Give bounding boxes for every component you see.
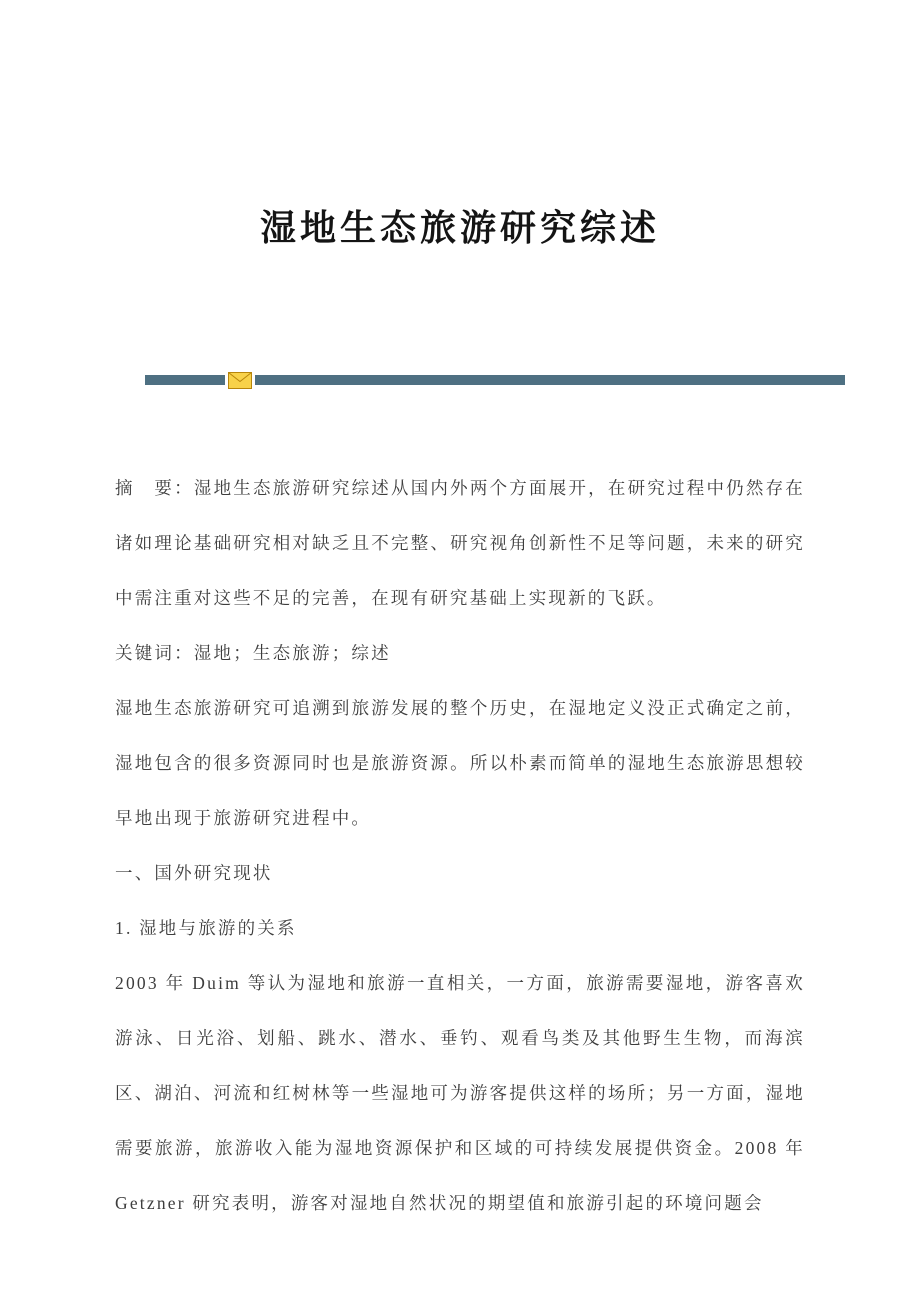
divider-bar-left: [145, 375, 225, 385]
section-heading-foreign-research: 一、国外研究现状: [115, 863, 273, 883]
divider-bar-right: [255, 375, 845, 385]
paragraph-abstract: 摘 要：湿地生态旅游研究综述从国内外两个方面展开，在研究过程中仍然存在诸如理论基础研究相对缺乏且不完整、研究视角创新性不足等问题，未来的研究中需注重对这些不足的完善，在现有研究基础上实现新的飞跃。: [115, 478, 805, 608]
envelope-icon: [228, 372, 252, 389]
document-title: 湿地生态旅游研究综述: [259, 208, 660, 248]
section-divider: [145, 371, 845, 389]
paragraph-keywords: 关键词：湿地；生态旅游；综述: [115, 643, 391, 663]
paragraph-intro: 湿地生态旅游研究可追溯到旅游发展的整个历史，在湿地定义没正式确定之前，湿地包含的很多资源同时也是旅游资源。所以朴素而简单的湿地生态旅游思想较早地出现于旅游研究进程中。: [115, 698, 805, 828]
subsection-heading-wetland-tourism-relation: 1. 湿地与旅游的关系: [115, 918, 297, 938]
paragraph-duim-getzner: 2003 年 Duim 等认为湿地和旅游一直相关，一方面，旅游需要湿地，游客喜欢游泳、日光浴、划船、跳水、潜水、垂钓、观看鸟类及其他野生生物，而海滨区、湖泊、河流和红树林等一些湿地可为游客提供这样的场所；另一方面，湿地需要旅游，旅游收入能为湿地资源保护和区域的可持续发展提供资金。2008 年 Getzner 研究表明，游客对湿地自然状况的期望值和旅游引起的环境问题会: [115, 973, 805, 1213]
document-body: [115, 461, 805, 1231]
